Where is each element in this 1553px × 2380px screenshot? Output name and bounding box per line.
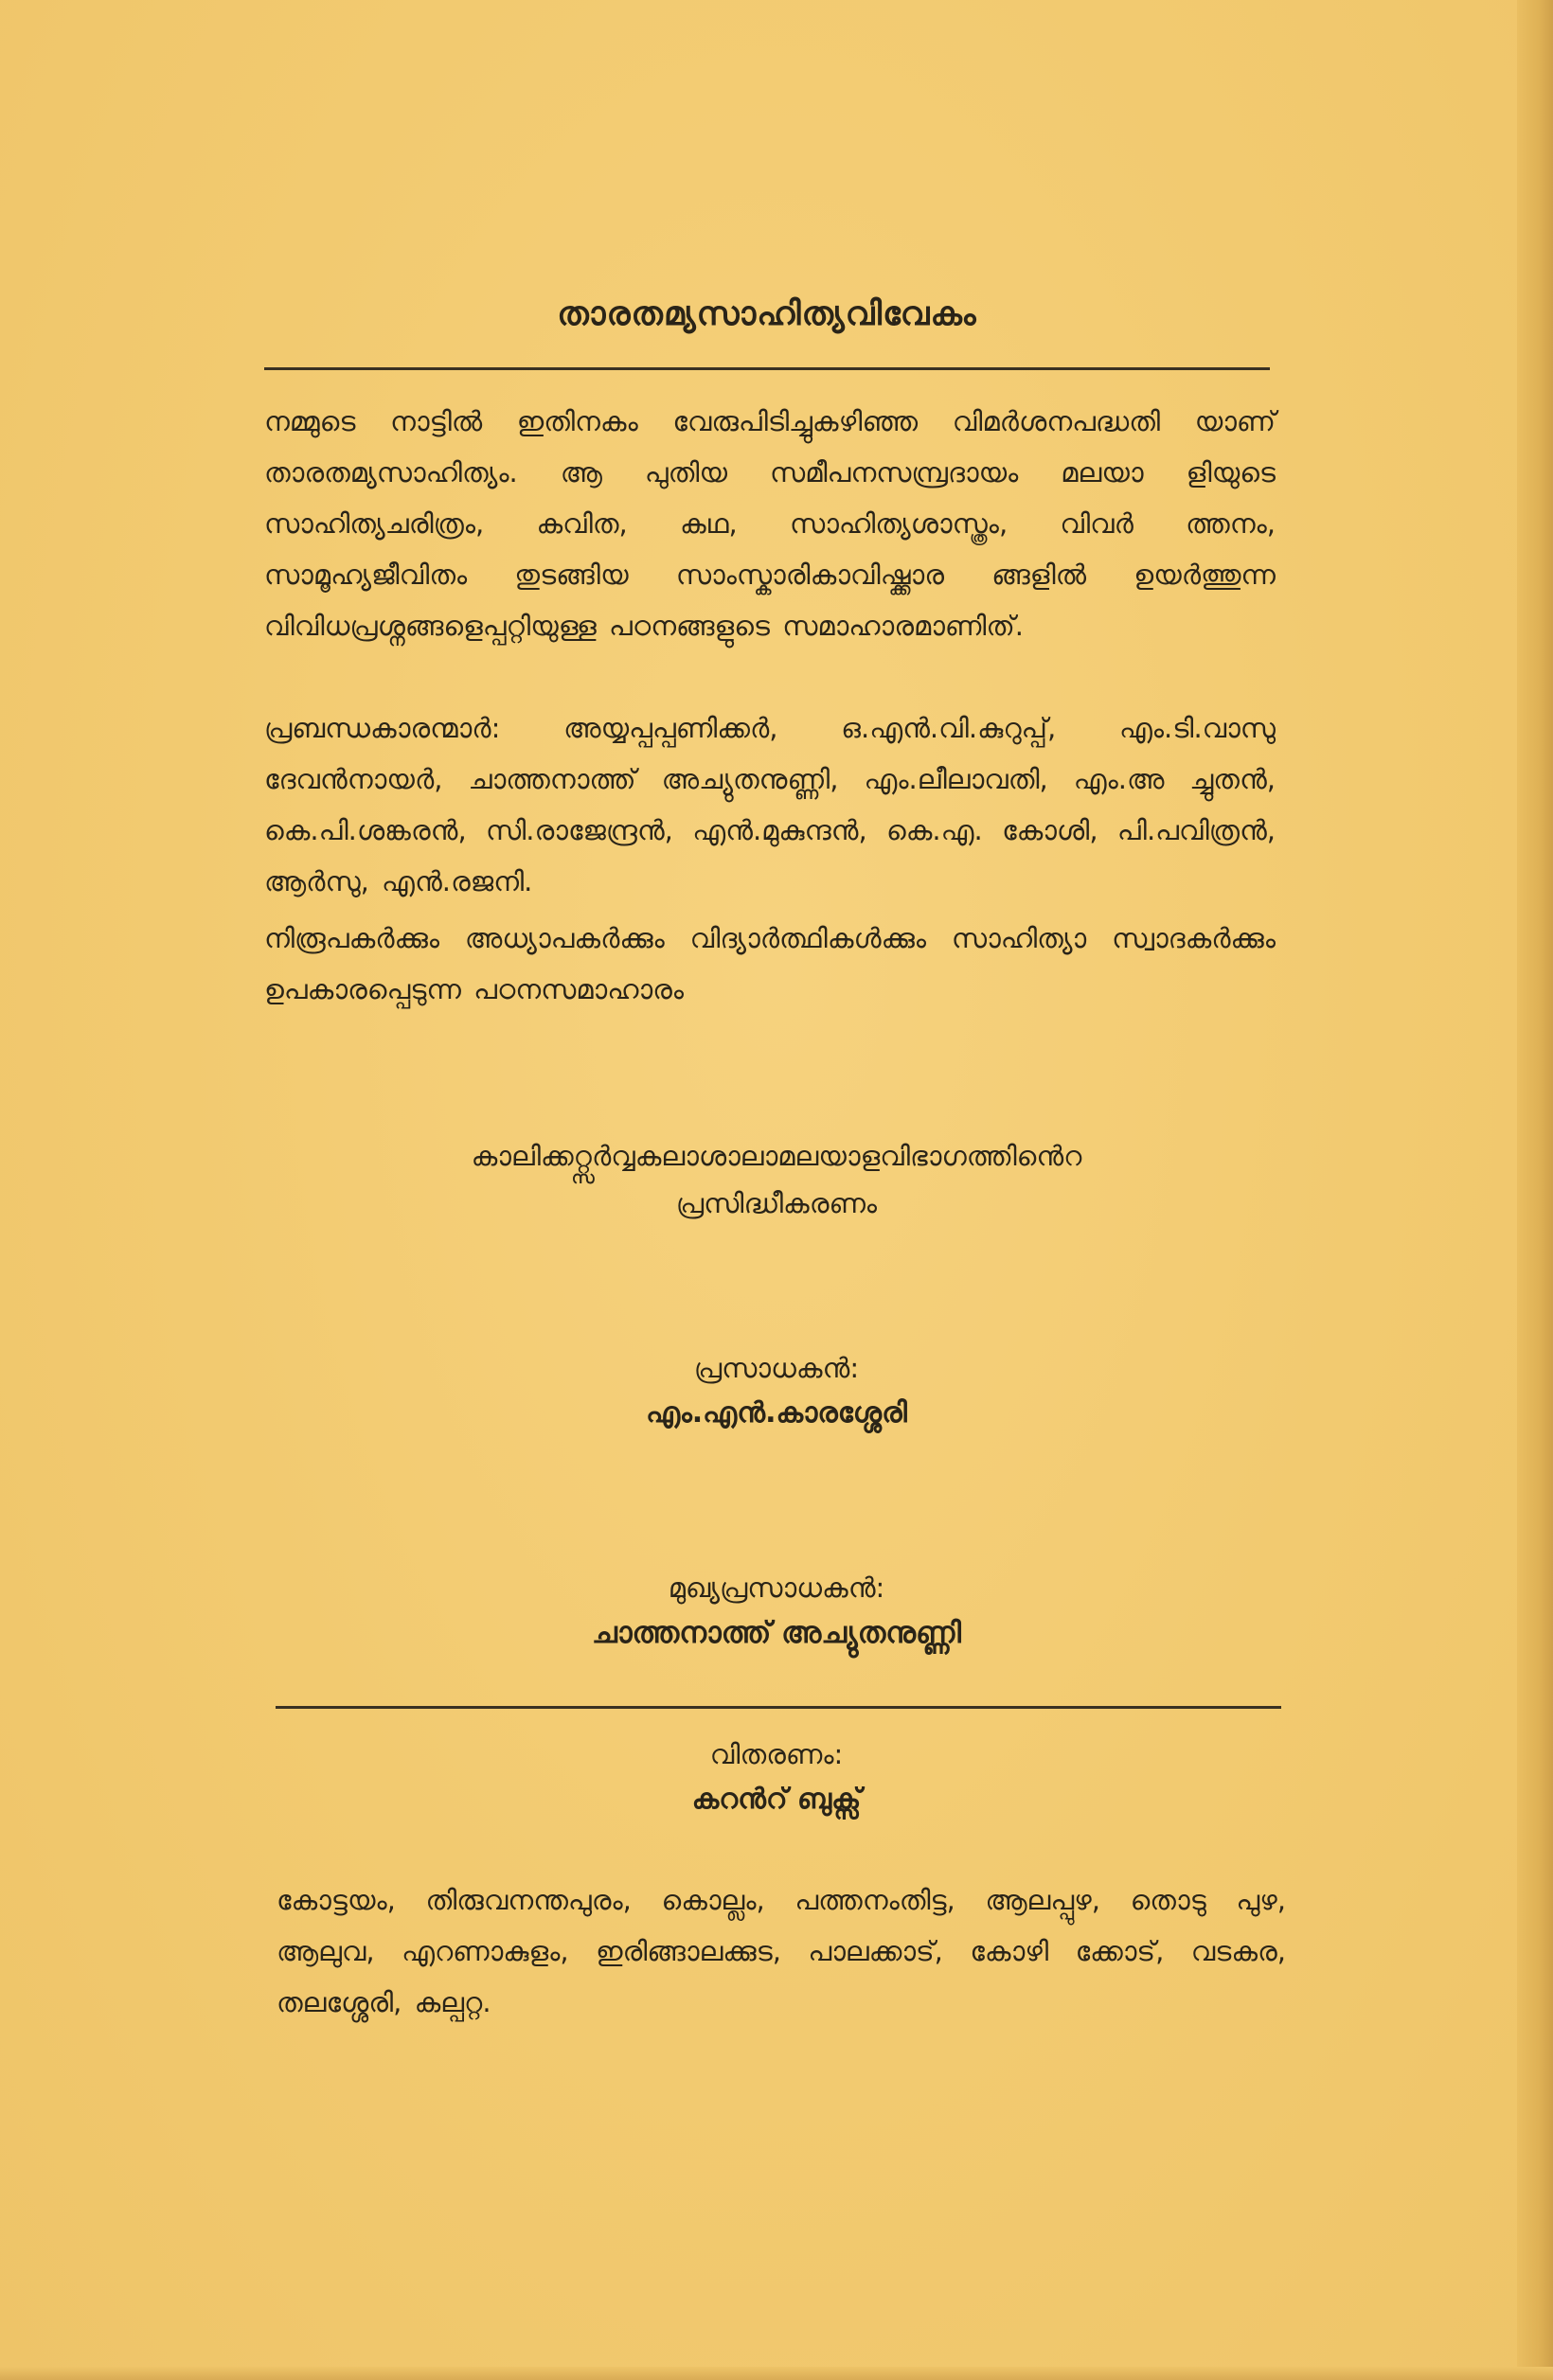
distribution-divider <box>276 1706 1281 1709</box>
chief-editor-label: മുഖ്യപ്രസാധകൻ: <box>668 1572 885 1604</box>
distributor-name: കറൻറ് ബുക്സ് <box>691 1783 862 1816</box>
distribution-label: വിതരണം: <box>709 1738 844 1770</box>
editor-name: എം.എൻ.കാരശ്ശേരി <box>646 1396 907 1430</box>
book-description: നമ്മുടെ നാട്ടിൽ ഇതിനകം വേരുപിടിച്ചുകഴിഞ്ഞ വിമർശനപദ്ധതി യാണ് താരതമ്യസാഹിത്യം. ആ പുതിയ സമീപനസമ്പ്രദായം മലയാ ളിയുടെ സാഹിത്യചരിത്രം, കവിത, കഥ, സാഹിത്യശാസ്ത്രം, വിവർ ത്തനം, സാമൂഹ്യജീവിതം തുടങ്ങിയ സാംസ്കാരികാവിഷ്ക്കാര ങ്ങളിൽ ഉയർത്തുന്ന വിവിധപ്രശ്നങ്ങളെപ്പറ്റിയുള്ള പഠനങ്ങളുടെ സമാഹാരമാണിത്. <box>264 405 1276 642</box>
editor-label: പ്രസാധകൻ: <box>693 1352 860 1384</box>
cover-bottom-edge <box>0 2367 1553 2380</box>
publisher-credit <box>227 1132 1326 1227</box>
title-divider <box>264 367 1270 370</box>
book-title: താരതമ്യസാഹിത്യവിവേകം <box>557 295 977 333</box>
audience-note: നിരൂപകർക്കും അധ്യാപകർക്കും വിദ്യാർത്ഥികൾക്കും സാഹിത്യാ സ്വാദകർക്കും ഉപകാരപ്പെടുന്ന പഠനസമാഹാരം <box>264 922 1276 1005</box>
chief-editor-name: ചാത്തനാത്ത് അച്യുതനുണ്ണി <box>592 1616 961 1650</box>
publisher-line-2: പ്രസിദ്ധീകരണം <box>675 1187 878 1219</box>
cover-right-edge <box>1517 0 1553 2380</box>
publisher-line-1: കാലിക്കറ്റ്സർവ്വകലാശാലാമലയാളവിഭാഗത്തിൻെറ <box>471 1140 1082 1172</box>
contributors-list: പ്രബന്ധകാരന്മാർ: അയ്യപ്പപ്പണിക്കർ, ഒ.എൻ.വി.കുറുപ്പ്, എം.ടി.വാസു ദേവൻനായർ, ചാത്തനാത്ത് അച്യുതനുണ്ണി, എം.ലീലാവതി, എം.അ ച്ചുതൻ, കെ.പി.ശങ്കരൻ, സി.രാജേന്ദ്രൻ, എൻ.മുകുന്ദൻ, കെ.എ. കോശി, പി.പവിത്രൻ, ആർസു, എൻ.രജനി. <box>264 712 1276 897</box>
distribution-cities: കോട്ടയം, തിരുവനന്തപുരം, കൊല്ലം, പത്തനംതിട്ട, ആലപ്പുഴ, തൊടു പുഴ, ആലുവ, എറണാകുളം, ഇരിങ്ങാലക്കുട, പാലക്കാട്, കോഴി ക്കോട്, വടകര, തലശ്ശേരി, കല്പറ്റ. <box>277 1884 1286 2018</box>
